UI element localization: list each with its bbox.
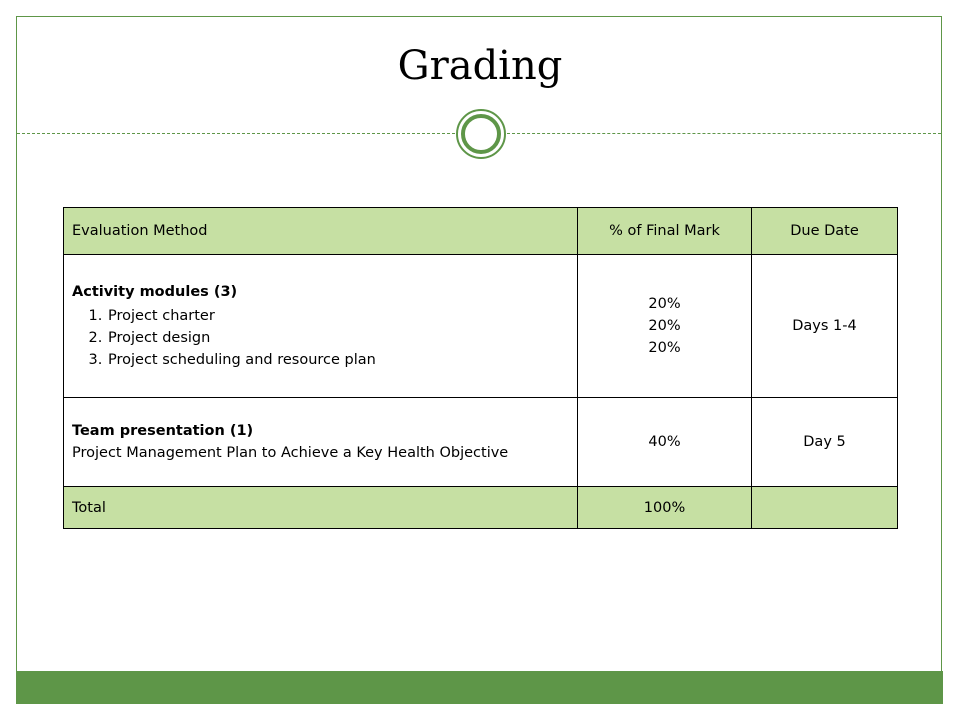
grading-table [63,207,898,529]
team-description: Project Management Plan to Achieve a Key Health Objective [72,445,509,461]
list-item: 1. Project charter [107,305,569,327]
table-row [64,255,898,398]
footer-bar [16,671,943,704]
total-due-date [752,487,898,529]
team-due-date: Day 5 [752,398,898,487]
activity-heading: Activity modules (3) [72,284,238,300]
title-divider-right [507,133,941,134]
table-row [64,398,898,487]
list-item: 2. Project design [107,327,569,349]
list-item: 3. Project scheduling and resource plan [107,349,569,371]
activity-percent: 20% [648,296,681,312]
team-heading: Team presentation (1) [72,423,254,439]
activity-method-cell [64,255,578,398]
activity-percent: 20% [648,340,681,356]
activity-percent: 20% [648,318,681,334]
team-method-cell [64,398,578,487]
activity-due-date: Days 1-4 [752,255,898,398]
team-percent: 40% [578,398,752,487]
title-divider-left [17,133,455,134]
activity-module-list [72,305,569,371]
page-title: Grading [397,43,563,89]
total-label: Total [64,487,578,529]
header-evaluation-method: Evaluation Method [64,208,578,255]
total-percent: 100% [578,487,752,529]
header-due-date: Due Date [752,208,898,255]
activity-percent-cell [578,255,752,398]
ring-ornament-icon [455,108,507,160]
table-header-row [64,208,898,255]
header-percent-final-mark: % of Final Mark [578,208,752,255]
table-total-row [64,487,898,529]
